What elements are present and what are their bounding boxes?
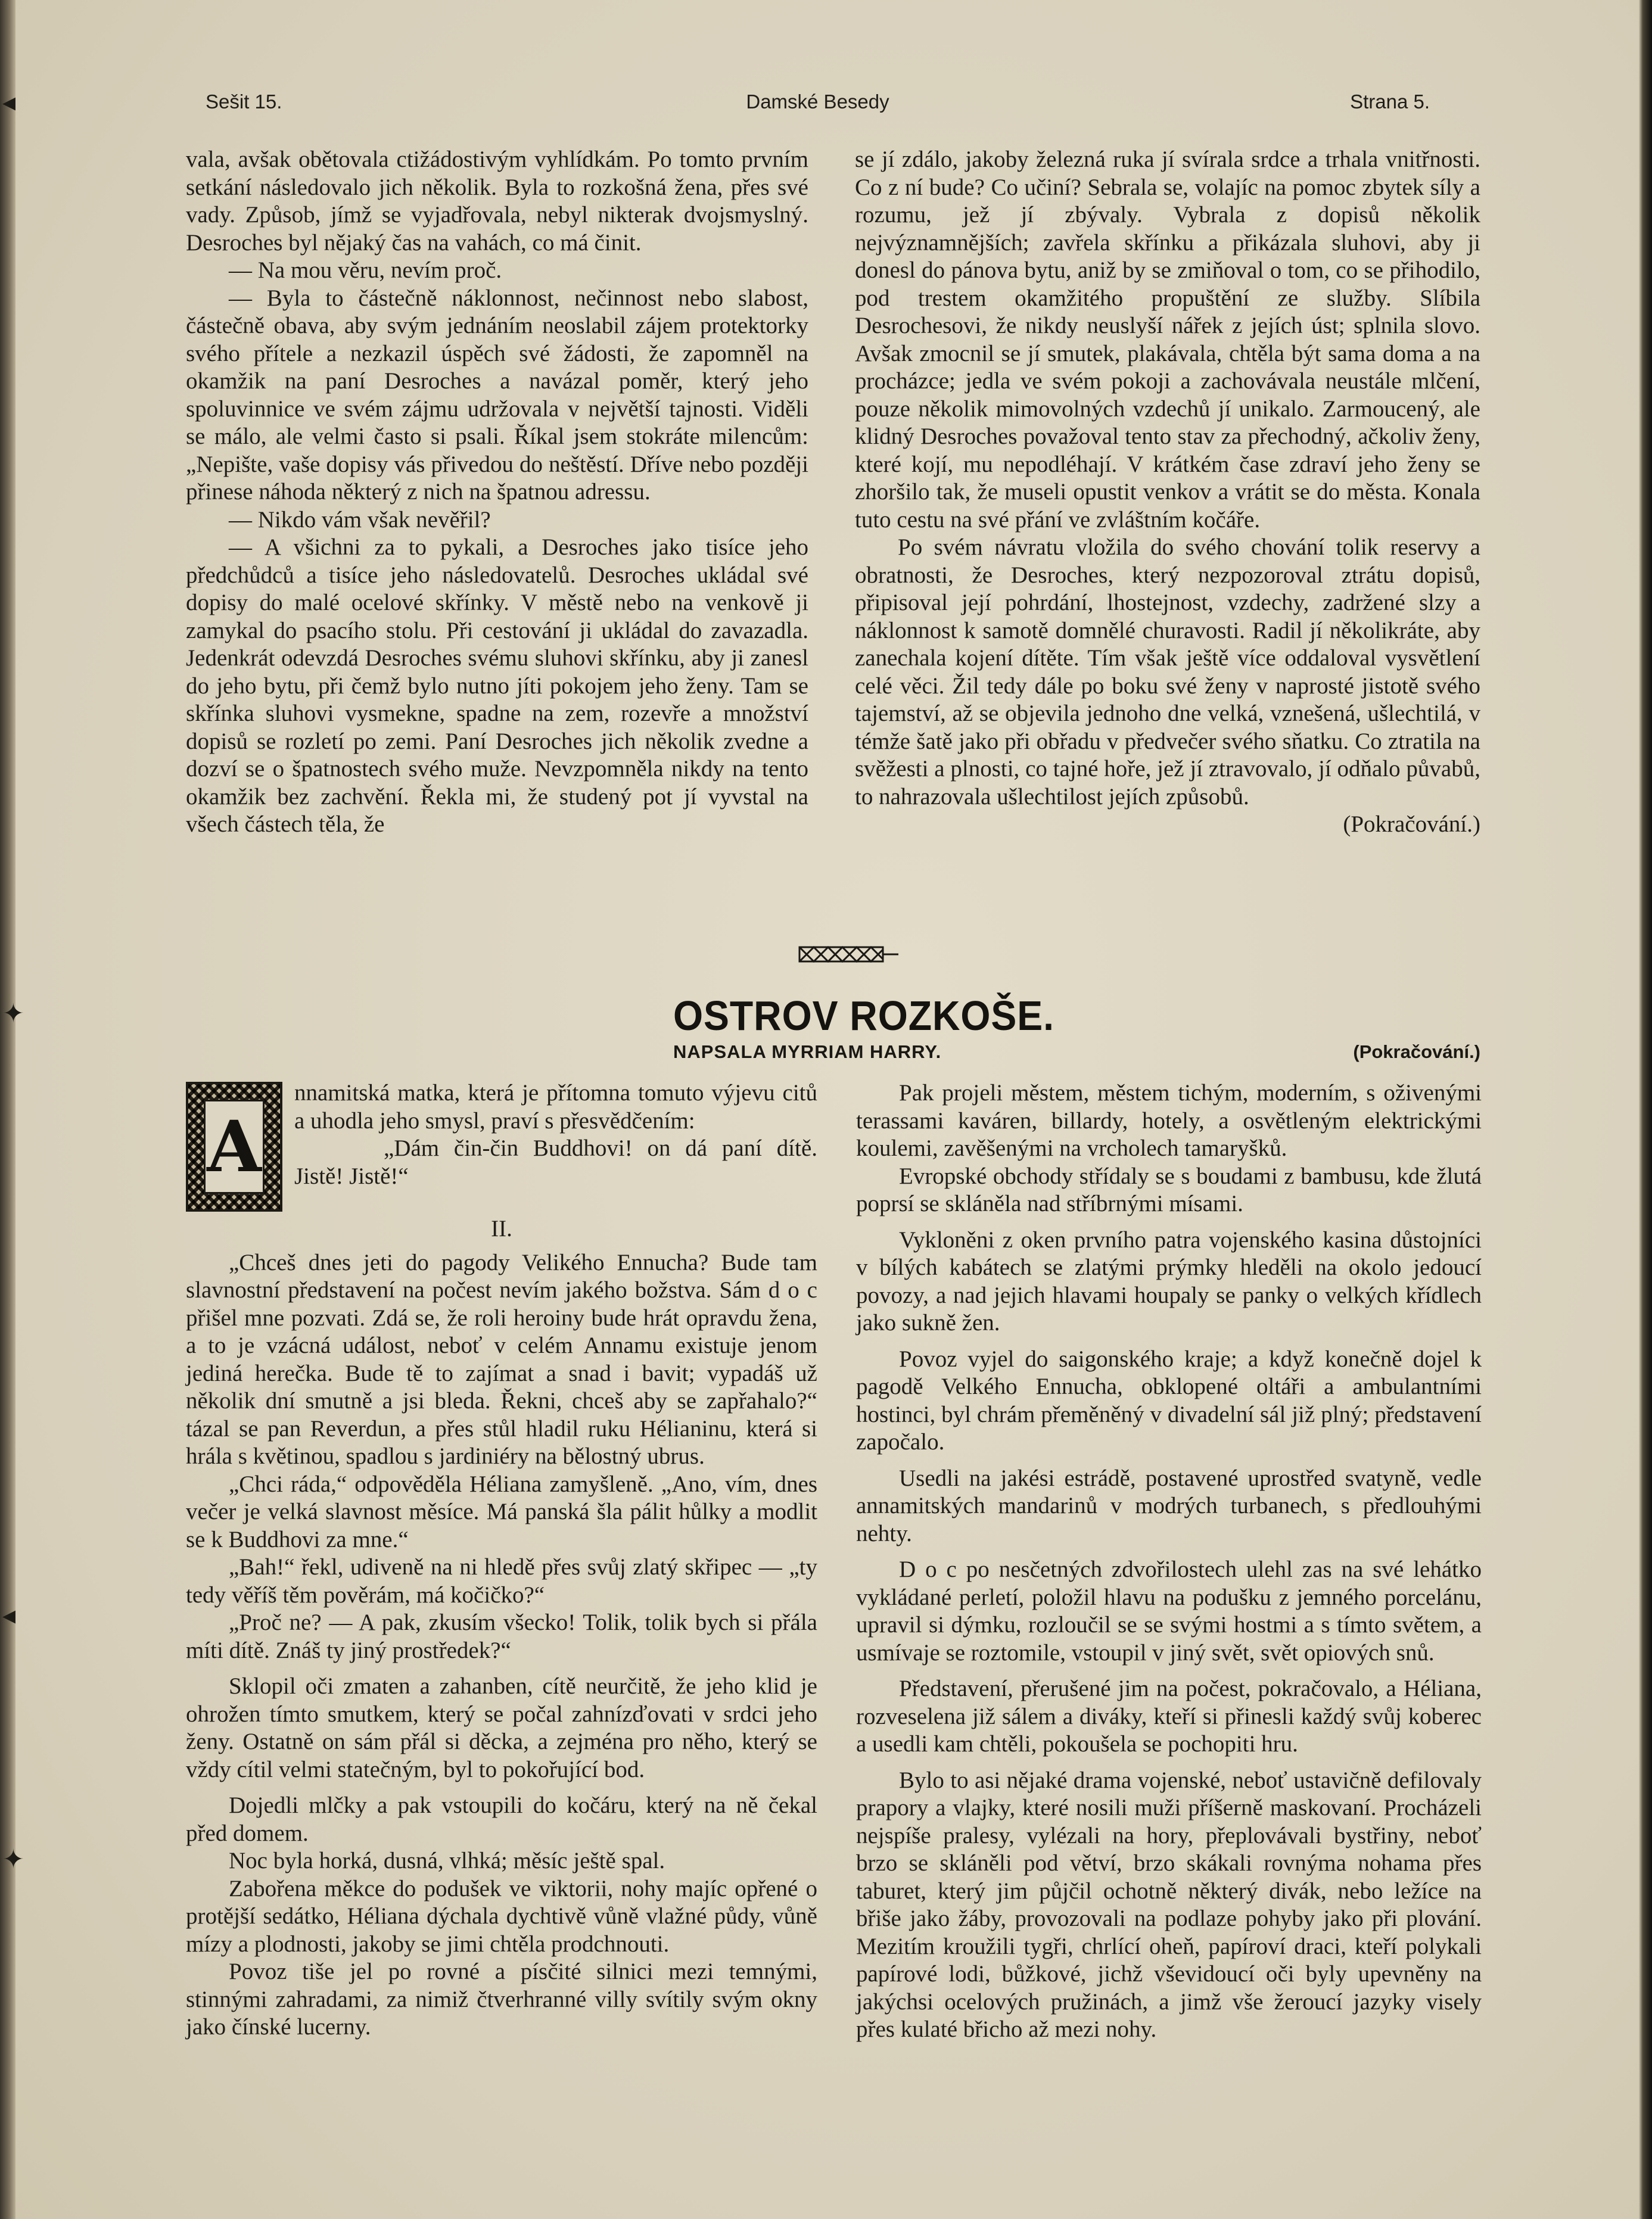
- page-left-edge: [0, 0, 15, 2219]
- paragraph: Usedli na jakési estrádě, postavené uprostřed svatyně, vedle annamitských mandarinů v modrých turbanech, s předlouhými nehty.: [856, 1465, 1482, 1546]
- story-title: OSTROV ROZKOŠE.: [673, 992, 1054, 1039]
- continued-note: (Pokračování.): [1353, 1041, 1480, 1062]
- paragraph: „Proč ne? — A pak, zkusím všecko! Tolik, tolik bych si přála míti dítě. Znáš ty jiný prostředek?“: [186, 1610, 817, 1663]
- paragraph: nnamitská matka, která je přítomna tomuto výjevu citů a uhodla jeho smysl, praví s přesvědčením:: [294, 1080, 817, 1134]
- story2-left-column: [186, 1079, 817, 2041]
- paragraph: — Na mou věru, nevím proč.: [229, 257, 502, 283]
- paragraph: — Nikdo vám však nevěřil?: [229, 506, 491, 533]
- paragraph: Bylo to asi nějaké drama vojenské, neboť ustavičně defilovaly prapory a vlajky, které nosili muži příšerně maskovaní. Procházeli nejspíše pralesy, vylézali na hory, přeplovávali bystřiny, neboť brzo se skláněli pod větví, brzo skákali rovnýma nohama přes taburet, který jim půjčil ochotně některý divák, nebo ležíce na břiše jako žáby, provozovali na podlaze pohyby jako při plování. Mezitím kroužili tygři, chrlící oheň, papíroví draci, kteří polykali papírové lodi, bůžkové, jichž vševidoucí oči byly upevněny na jakýchsi ocelových pružinách, a jimž vše žeroucí jazyky visely přes kulaté břicho až mezi nohy.: [856, 1767, 1482, 2042]
- paragraph: Po svém návratu vložila do svého chování tolik reservy a obratnosti, že Desroches, který nezpozoroval ztrátu dopisů, připisoval její pohrdání, lhostejnost, vzdechy, zadržené slzy a náklonnost k samotě domnělé churavosti. Radil jí několikráte, aby zanechala kojení dítěte. Tím však ještě více oddaloval vysvětlení celé věci. Žil tedy dále po boku své ženy v naprosté jistotě svého tajemství, až se objevila jednoho dne velká, vznešená, ušlechtilá, v témže šatě jako při obřadu v předvečer svého sňatku. Co ztratila na svěžesti a plnosti, co tajné hoře, jež jí ztravovalo, jí odňalo půvabů, to nahrazovala ušlechtilost jejích způsobů.: [855, 534, 1480, 810]
- paragraph: Zabořena měkce do podušek ve viktorii, nohy majíc opřené o protější sedátko, Héliana dýchala dychtivě vůně vlažné půdy, vůně mízy a plodnosti, jakoby se jimi chtěla prodchnouti.: [186, 1875, 817, 1957]
- story1-left-column: [186, 146, 808, 839]
- drop-cap-letter: A: [207, 1105, 262, 1188]
- paragraph: Sklopil oči zmaten a zahanben, cítě neurčitě, že jeho klid je ohrožen tímto smutkem, který se počal zahnízďovati v srdci jeho ženy. Ostatně on sám přál si děcka, a zejména pro něho, který se vždy cítil velmi statečným, byl to pokořující bod.: [186, 1673, 817, 1782]
- story2-right-column: [856, 1079, 1482, 2044]
- section-number: II.: [491, 1216, 512, 1241]
- paragraph: se jí zdálo, jakoby železná ruka jí svírala srdce a trhala vnitřnosti. Co z ní bude? Co učiní? Sebrala se, volajíc na pomoc zbytek síly a rozumu, jež jí zbývaly. Vybrala z dopisů několik nejvýznamnějších; zavřela skřínku a přikázala sluhovi, aby ji donesl do pánova bytu, aniž by se zmiňoval o tom, co se přihodilo, pod trestem okamžitého propuštění ze služby. Slíbila Desrochesovi, že nikdy neuslyší nářek z jejích úst; splnila slovo. Avšak zmocnil se jí smutek, plakávala, chtěla být sama doma a na procházce; jedla ve svém pokoji a zachovávala neustále mlčení, pouze několik mimovolných vzdechů jí unikalo. Zarmoucený, ale klidný Desroches považoval tento stav za přechodný, ačkoliv ženy, které kojí, mu nepodléhají. V krátkém čase zdraví jeho ženy se zhoršilo tak, že museli opustit venkov a vrátit se do města. Konala tuto cestu na své přání ve zvláštním kočáře.: [855, 147, 1480, 533]
- page-right-edge: [1639, 0, 1652, 2219]
- ornament-divider: [798, 942, 900, 966]
- paragraph: Povoz vyjel do saigonského kraje; a když konečně dojel k pagodě Velkého Ennucha, obklopené oltáři a ambulantními hostinci, byl chrám přeměněný v divadelní sál již plný; představení započalo.: [856, 1346, 1482, 1455]
- binding-mark: ◂: [2, 87, 16, 117]
- paragraph: Dojedli mlčky a pak vstoupili do kočáru, který na ně čekal před domem.: [186, 1792, 817, 1846]
- paragraph: Představení, přerušené jim na počest, pokračovalo, a Héliana, rozveselena již sálem a diváky, kteří si přinesli každý svůj koberec a usedli kam chtěli, pokoušela se pochopiti hru.: [856, 1676, 1482, 1757]
- binding-mark: ◂: [2, 1600, 16, 1630]
- paragraph: Noc byla horká, dusná, vlhká; měsíc ještě spal.: [229, 1848, 665, 1873]
- quote: „Dám čin-čin Buddhovi! on dá paní dítě. Jistě! Jistě!“: [294, 1135, 817, 1189]
- paragraph: — A všichni za to pykali, a Desroches jako tisíce jeho předchůdců a tisíce jeho následovatelů. Desroches ukládal své dopisy do malé ocelové skřínky. V městě nebo na venkově ji zamykal do psacího stolu. Při cestování ji ukládal do zavazadla. Jedenkrát odevzdá Desroches svému sluhovi skřínku, aby ji zanesl do jeho bytu, při čemž bylo nutno jíti pokojem jeho ženy. Tam se skřínka sluhovi vysmekne, spadne na zem, rozevře a množství dopisů se rozletí po zemi. Paní Desroches jich několik zvedne a dozví se o špatnostech svého muže. Nevzpomněla nikdy na tento okamžik bez zachvění. Řekla mi, že studený pot jí vyvstal na všech částech těla, že: [186, 534, 808, 837]
- paragraph: Evropské obchody střídaly se s boudami z bambusu, kde žlutá poprsí se skláněla nad stříbrnými mísami.: [856, 1163, 1482, 1216]
- story-byline: NAPSALA MYRRIAM HARRY.: [673, 1041, 942, 1062]
- story1-right-column: [855, 146, 1480, 839]
- paragraph: „Chceš dnes jeti do pagody Velikého Ennucha? Bude tam slavnostní představení na počest nevím jakého božstva. Sám d o c přišel mne pozvati. Zdá se, že roli heroiny bude hrát opravdu žena, a to je vzácná událost, neboť v celém Annamu existuje jenom jediná herečka. Bude tě to zajímat a snad i bavit; vypadáš už několik dní smutně a jsi bleda. Řekni, chceš aby se zapřahalo?“ tázal se pan Reverdun, a přes stůl hladil ruku Hélianinu, která si hrála s květinou, spadlou s jardiniéry na bělostný ubrus.: [186, 1249, 817, 1469]
- drop-cap: [186, 1082, 282, 1212]
- continued-note: (Pokračování.): [1343, 811, 1480, 837]
- binding-mark: ✦: [2, 998, 24, 1029]
- paragraph: Povoz tiše jel po rovné a písčité silnici mezi temnými, stinnými zahradami, za nimiž čtverhranné villy svítily svým okny jako čínské lucerny.: [186, 1959, 817, 2040]
- paragraph: „Bah!“ řekl, udiveně na ni hledě přes svůj zlatý skřipec — „ty tedy věříš těm pověrám, má kočičko?“: [186, 1554, 817, 1608]
- paragraph: — Byla to částečně náklonnost, nečinnost nebo slabost, částečně obava, aby svým jednáním neoslabil zájem protektorky svého přítele a nezkazil úspěch své žádosti, že zapomněl na okamžik na paní Desroches a navázal poměr, který jeho spoluvinnice ve svém zájmu udržovala v největší tajnosti. Viděli se málo, ale velmi často si psali. Říkal jsem stokráte milencům: „Nepište, vaše dopisy vás přivedou do neštěstí. Dříve nebo později přinese náhoda některý z nich na špatnou adressu.: [186, 285, 808, 505]
- running-head: [206, 91, 1430, 119]
- drop-cap-box: [204, 1100, 265, 1194]
- page-number: Strana 5.: [1350, 91, 1430, 113]
- paragraph: Pak projeli městem, městem tichým, moderním, s oživenými terassami kaváren, billardy, hotely, a osvětleným elektrickými koulemi, zavěšenými na vrcholech tamaryšků.: [856, 1080, 1482, 1161]
- magazine-title: Damské Besedy: [746, 91, 889, 113]
- paragraph: vala, avšak obětovala ctižádostivým vyhlídkám. Po tomto prvním setkání následovalo jich několik. Byla to rozkošná žena, přes své vady. Způsob, jímž se vyjadřovala, nebyl nikterak dvojsmyslný. Desroches byl nějaký čas na vahách, co má činit.: [186, 147, 808, 256]
- binding-mark: ✦: [2, 1844, 24, 1875]
- paragraph: D o c po nesčetných zdvořilostech ulehl zas na své lehátko vykládané perletí, položil hlavu na podušku z jemného porcelánu, upravil si dýmku, rozloučil se se svými hostmi a s tímto světem, a usmívaje se roztomile, vstoupil v jiný svět, svět opiových snů.: [856, 1557, 1482, 1666]
- issue-number: Sešit 15.: [206, 91, 282, 113]
- paragraph: Vykloněni z oken prvního patra vojenského kasina důstojníci v bílých kabátech se zlatými prýmky hleděli na okolo jedoucí povozy, a nad jejich hlavami houpaly se panky o velkých křídlech jako sukně žen.: [856, 1227, 1482, 1336]
- paragraph: „Chci ráda,“ odpověděla Héliana zamyšleně. „Ano, vím, dnes večer je velká slavnost měsíce. Má panská šla pálit hůlky a modlit se k Buddhovi za mne.“: [186, 1471, 817, 1552]
